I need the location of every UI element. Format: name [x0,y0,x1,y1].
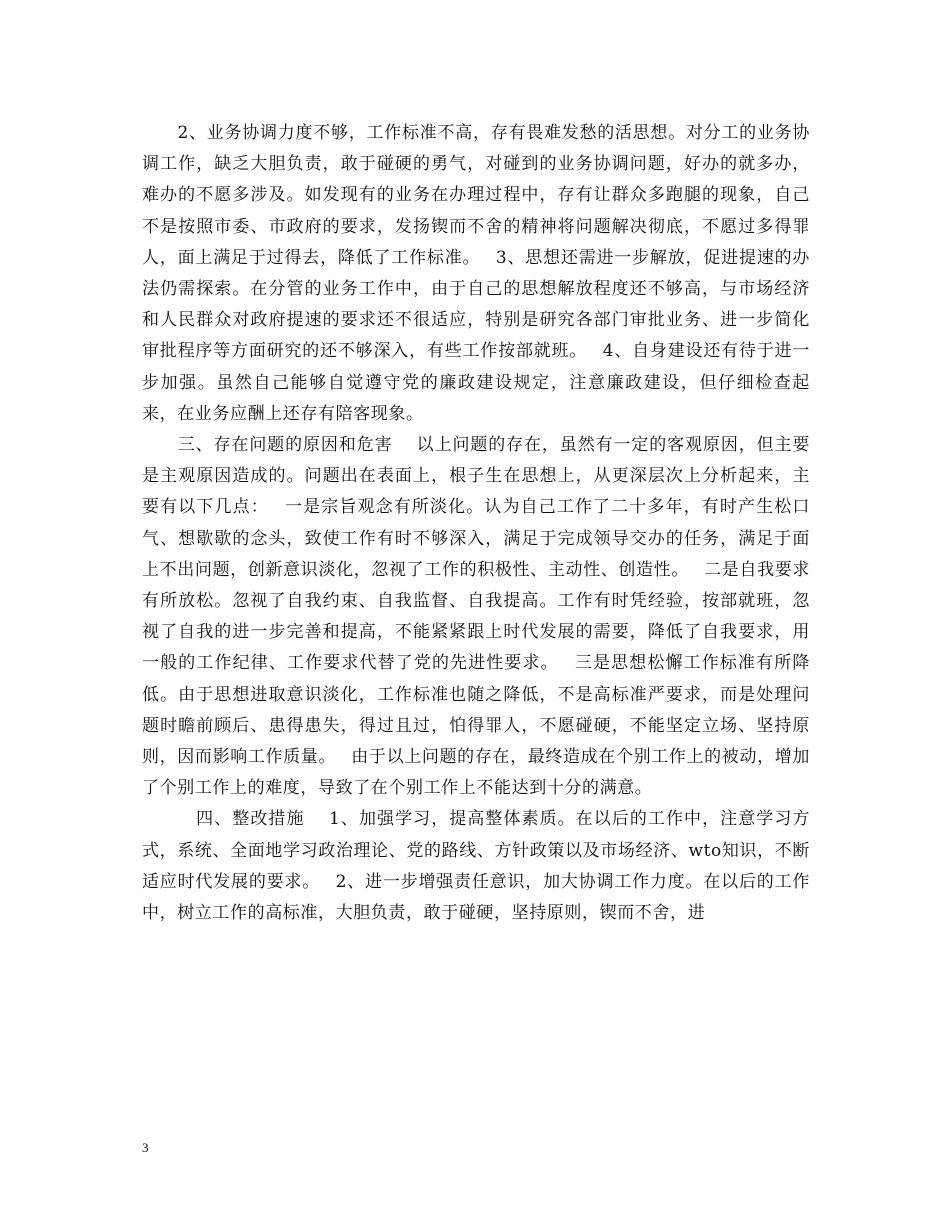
document-body [142,118,810,929]
paragraph-problems-2-4: 2、业务协调力度不够，工作标准不高，存有畏难发愁的活思想。对分工的业务协调工作，缺乏大胆负责，敢于碰硬的勇气，对碰到的业务协调问题，好办的就多办，难办的不愿多涉及。如发现有的业务在办理过程中，存有让群众多跑腿的现象，自己不是按照市委、市政府的要求，发扬锲而不舍的精神将问题解决彻底，不愿过多得罪人，面上满足于过得去，降低了工作标准。 3、思想还需进一步解放，促进提速的办法仍需探索。在分管的业务工作中，由于自己的思想解放程度还不够高，与市场经济和人民群众对政府提速的要求还不很适应，特别是研究各部门审批业务、进一步简化审批程序等方面研究的还不够深入，有些工作按部就班。 4、自身建设还有待于进一步加强。虽然自己能够自觉遵守党的廉政建设规定，注意廉政建设，但仔细检查起来，在业务应酬上还存有陪客现象。 [142,123,810,424]
paragraph-rectification-measures: 四、整改措施 1、加强学习，提高整体素质。在以后的工作中，注意学习方式，系统、全面地学习政治理论、党的路线、方针政策以及市场经济、wto知识，不断适应时代发展的要求。 2、进一步增强责任意识，加大协调工作力度。在以后的工作中，树立工作的高标准，大胆负责，敢于碰硬，坚持原则，锲而不舍，进 [142,809,810,924]
page-number: 3 [142,1140,149,1155]
paragraph-causes-and-harms: 三、存在问题的原因和危害 以上问题的存在，虽然有一定的客观原因，但主要是主观原因造成的。问题出在表面上，根子生在思想上，从更深层次上分析起来，主要有以下几点： 一是宗旨观念有所淡化。认为自己工作了二十多年，有时产生松口气、想歇歇的念头，致使工作有时不够深入，满足于完成领导交办的任务，满足于面上不出问题，创新意识淡化，忽视了工作的积极性、主动性、创造性。 二是自我要求有所放松。忽视了自我约束、自我监督、自我提高。工作有时凭经验，按部就班，忽视了自我的进一步完善和提高，不能紧紧跟上时代发展的需要，降低了自我要求，用一般的工作纪律、工作要求代替了党的先进性要求。 三是思想松懈工作标准有所降低。由于思想进取意识淡化，工作标准也随之降低，不是高标准严要求，而是处理问题时瞻前顾后、患得患失，得过且过，怕得罪人，不愿碰硬，不能坚定立场、坚持原则，因而影响工作质量。 由于以上问题的存在，最终造成在个别工作上的被动，增加了个别工作上的难度，导致了在个别工作上不能达到十分的满意。 [142,435,810,799]
